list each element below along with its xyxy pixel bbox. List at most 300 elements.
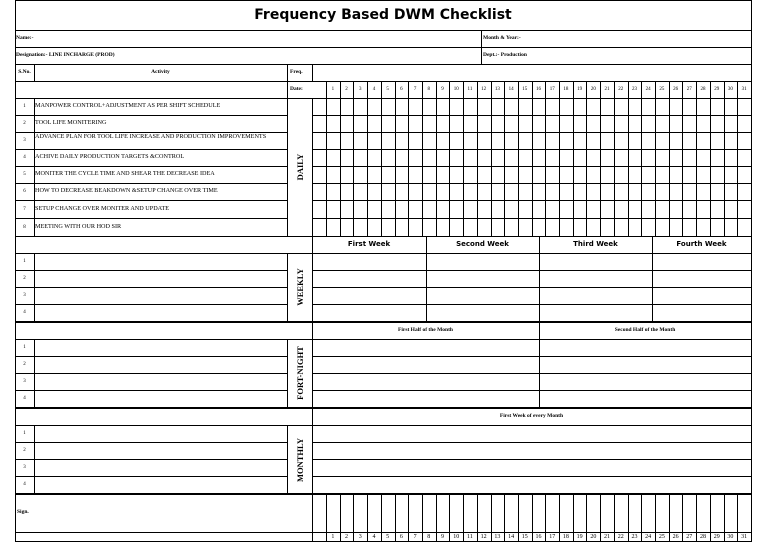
daily-day-cell[interactable] xyxy=(710,166,725,184)
daily-day-cell[interactable] xyxy=(463,200,478,219)
daily-day-cell[interactable] xyxy=(573,115,588,133)
daily-day-cell[interactable] xyxy=(504,149,519,167)
weekly-entry-cell[interactable] xyxy=(312,304,427,322)
daily-day-cell[interactable] xyxy=(628,149,643,167)
daily-day-cell[interactable] xyxy=(724,115,739,133)
daily-day-cell[interactable] xyxy=(340,166,355,184)
daily-day-cell[interactable] xyxy=(395,200,410,219)
daily-day-cell[interactable] xyxy=(381,132,396,150)
daily-day-cell[interactable] xyxy=(353,218,368,237)
daily-day-cell[interactable] xyxy=(532,98,547,116)
daily-day-cell[interactable] xyxy=(737,132,752,150)
daily-day-cell[interactable] xyxy=(628,132,643,150)
daily-day-cell[interactable] xyxy=(559,115,574,133)
daily-day-cell[interactable] xyxy=(532,166,547,184)
daily-blank-cell[interactable] xyxy=(312,132,327,150)
daily-day-cell[interactable] xyxy=(696,166,711,184)
daily-day-cell[interactable] xyxy=(340,149,355,167)
daily-blank-cell[interactable] xyxy=(312,183,327,201)
daily-blank-cell[interactable] xyxy=(312,98,327,116)
daily-day-cell[interactable] xyxy=(545,218,560,237)
weekly-entry-cell[interactable] xyxy=(652,304,752,322)
daily-blank-cell[interactable] xyxy=(312,200,327,219)
daily-day-cell[interactable] xyxy=(422,98,437,116)
daily-day-cell[interactable] xyxy=(724,149,739,167)
daily-day-cell[interactable] xyxy=(518,200,533,219)
daily-day-cell[interactable] xyxy=(600,200,615,219)
weekly-activity-cell[interactable] xyxy=(34,287,288,305)
daily-day-cell[interactable] xyxy=(477,98,492,116)
signature-day-cell[interactable] xyxy=(381,494,396,533)
daily-day-cell[interactable] xyxy=(655,166,670,184)
daily-day-cell[interactable] xyxy=(682,218,697,237)
daily-day-cell[interactable] xyxy=(545,149,560,167)
weekly-entry-cell[interactable] xyxy=(312,287,427,305)
daily-day-cell[interactable] xyxy=(353,149,368,167)
daily-day-cell[interactable] xyxy=(504,200,519,219)
daily-day-cell[interactable] xyxy=(628,200,643,219)
daily-day-cell[interactable] xyxy=(477,166,492,184)
signature-day-cell[interactable] xyxy=(586,494,601,533)
daily-day-cell[interactable] xyxy=(436,115,451,133)
daily-blank-cell[interactable] xyxy=(312,166,327,184)
daily-day-cell[interactable] xyxy=(449,218,464,237)
daily-day-cell[interactable] xyxy=(436,166,451,184)
daily-day-cell[interactable] xyxy=(422,183,437,201)
daily-day-cell[interactable] xyxy=(532,149,547,167)
daily-day-cell[interactable] xyxy=(682,98,697,116)
daily-day-cell[interactable] xyxy=(682,149,697,167)
daily-day-cell[interactable] xyxy=(641,183,656,201)
daily-day-cell[interactable] xyxy=(669,149,684,167)
daily-day-cell[interactable] xyxy=(326,98,341,116)
signature-day-cell[interactable] xyxy=(737,494,752,533)
daily-day-cell[interactable] xyxy=(669,218,684,237)
daily-day-cell[interactable] xyxy=(449,115,464,133)
daily-day-cell[interactable] xyxy=(518,115,533,133)
daily-day-cell[interactable] xyxy=(573,200,588,219)
fortnight-entry-cell[interactable] xyxy=(539,373,752,391)
daily-day-cell[interactable] xyxy=(477,200,492,219)
daily-day-cell[interactable] xyxy=(710,218,725,237)
daily-day-cell[interactable] xyxy=(491,98,506,116)
daily-day-cell[interactable] xyxy=(682,183,697,201)
daily-day-cell[interactable] xyxy=(614,166,629,184)
daily-day-cell[interactable] xyxy=(545,98,560,116)
signature-day-cell[interactable] xyxy=(532,494,547,533)
monthly-entry-cell[interactable] xyxy=(312,476,752,494)
weekly-entry-cell[interactable] xyxy=(426,270,540,288)
daily-day-cell[interactable] xyxy=(737,166,752,184)
daily-day-cell[interactable] xyxy=(696,200,711,219)
weekly-entry-cell[interactable] xyxy=(652,270,752,288)
daily-day-cell[interactable] xyxy=(491,115,506,133)
daily-day-cell[interactable] xyxy=(641,200,656,219)
daily-day-cell[interactable] xyxy=(395,166,410,184)
monthly-activity-cell[interactable] xyxy=(34,425,288,443)
daily-day-cell[interactable] xyxy=(628,98,643,116)
signature-day-cell[interactable] xyxy=(477,494,492,533)
daily-day-cell[interactable] xyxy=(395,149,410,167)
signature-day-cell[interactable] xyxy=(682,494,697,533)
weekly-entry-cell[interactable] xyxy=(426,253,540,271)
daily-day-cell[interactable] xyxy=(641,166,656,184)
daily-day-cell[interactable] xyxy=(381,98,396,116)
weekly-entry-cell[interactable] xyxy=(312,253,427,271)
daily-day-cell[interactable] xyxy=(737,98,752,116)
daily-day-cell[interactable] xyxy=(669,183,684,201)
daily-day-cell[interactable] xyxy=(367,200,382,219)
daily-day-cell[interactable] xyxy=(724,200,739,219)
daily-day-cell[interactable] xyxy=(326,166,341,184)
daily-day-cell[interactable] xyxy=(696,218,711,237)
daily-day-cell[interactable] xyxy=(737,183,752,201)
daily-day-cell[interactable] xyxy=(614,115,629,133)
daily-day-cell[interactable] xyxy=(682,166,697,184)
daily-day-cell[interactable] xyxy=(449,183,464,201)
daily-day-cell[interactable] xyxy=(367,115,382,133)
daily-day-cell[interactable] xyxy=(545,166,560,184)
daily-day-cell[interactable] xyxy=(710,200,725,219)
daily-day-cell[interactable] xyxy=(724,132,739,150)
daily-day-cell[interactable] xyxy=(724,183,739,201)
signature-day-cell[interactable] xyxy=(614,494,629,533)
monthly-entry-cell[interactable] xyxy=(312,425,752,443)
daily-day-cell[interactable] xyxy=(463,166,478,184)
daily-day-cell[interactable] xyxy=(710,98,725,116)
daily-day-cell[interactable] xyxy=(655,132,670,150)
daily-day-cell[interactable] xyxy=(326,200,341,219)
daily-day-cell[interactable] xyxy=(641,98,656,116)
daily-day-cell[interactable] xyxy=(600,166,615,184)
daily-day-cell[interactable] xyxy=(669,115,684,133)
daily-day-cell[interactable] xyxy=(367,183,382,201)
daily-day-cell[interactable] xyxy=(491,183,506,201)
daily-day-cell[interactable] xyxy=(463,149,478,167)
daily-day-cell[interactable] xyxy=(600,98,615,116)
daily-day-cell[interactable] xyxy=(395,218,410,237)
daily-day-cell[interactable] xyxy=(641,132,656,150)
daily-day-cell[interactable] xyxy=(724,166,739,184)
daily-day-cell[interactable] xyxy=(326,149,341,167)
daily-day-cell[interactable] xyxy=(504,115,519,133)
weekly-entry-cell[interactable] xyxy=(539,304,653,322)
daily-blank-cell[interactable] xyxy=(312,218,327,237)
signature-day-cell[interactable] xyxy=(504,494,519,533)
daily-day-cell[interactable] xyxy=(491,200,506,219)
monthly-entry-cell[interactable] xyxy=(312,442,752,460)
daily-day-cell[interactable] xyxy=(696,183,711,201)
signature-day-cell[interactable] xyxy=(559,494,574,533)
weekly-entry-cell[interactable] xyxy=(652,287,752,305)
daily-day-cell[interactable] xyxy=(614,200,629,219)
signature-day-cell[interactable] xyxy=(696,494,711,533)
daily-day-cell[interactable] xyxy=(518,149,533,167)
daily-day-cell[interactable] xyxy=(436,218,451,237)
daily-day-cell[interactable] xyxy=(545,183,560,201)
daily-day-cell[interactable] xyxy=(518,183,533,201)
daily-day-cell[interactable] xyxy=(422,166,437,184)
daily-day-cell[interactable] xyxy=(545,200,560,219)
daily-blank-cell[interactable] xyxy=(312,149,327,167)
daily-day-cell[interactable] xyxy=(504,166,519,184)
signature-day-cell[interactable] xyxy=(724,494,739,533)
daily-day-cell[interactable] xyxy=(353,200,368,219)
daily-day-cell[interactable] xyxy=(504,98,519,116)
daily-day-cell[interactable] xyxy=(600,218,615,237)
signature-day-cell[interactable] xyxy=(710,494,725,533)
daily-day-cell[interactable] xyxy=(614,183,629,201)
name-cell[interactable] xyxy=(15,30,482,48)
daily-day-cell[interactable] xyxy=(532,218,547,237)
monthly-activity-cell[interactable] xyxy=(34,459,288,477)
daily-day-cell[interactable] xyxy=(340,218,355,237)
signature-day-cell[interactable] xyxy=(326,494,341,533)
daily-day-cell[interactable] xyxy=(408,149,423,167)
daily-day-cell[interactable] xyxy=(381,166,396,184)
daily-day-cell[interactable] xyxy=(573,98,588,116)
daily-day-cell[interactable] xyxy=(408,132,423,150)
daily-day-cell[interactable] xyxy=(326,132,341,150)
daily-day-cell[interactable] xyxy=(559,98,574,116)
daily-day-cell[interactable] xyxy=(353,98,368,116)
daily-day-cell[interactable] xyxy=(463,98,478,116)
weekly-activity-cell[interactable] xyxy=(34,270,288,288)
daily-day-cell[interactable] xyxy=(655,200,670,219)
daily-day-cell[interactable] xyxy=(326,115,341,133)
daily-day-cell[interactable] xyxy=(628,115,643,133)
daily-day-cell[interactable] xyxy=(600,183,615,201)
daily-day-cell[interactable] xyxy=(436,132,451,150)
daily-day-cell[interactable] xyxy=(518,218,533,237)
daily-day-cell[interactable] xyxy=(586,200,601,219)
daily-day-cell[interactable] xyxy=(449,166,464,184)
month-year-cell[interactable] xyxy=(481,30,752,48)
signature-day-cell[interactable] xyxy=(408,494,423,533)
daily-day-cell[interactable] xyxy=(586,149,601,167)
daily-day-cell[interactable] xyxy=(353,183,368,201)
daily-day-cell[interactable] xyxy=(655,98,670,116)
daily-day-cell[interactable] xyxy=(586,166,601,184)
daily-day-cell[interactable] xyxy=(436,200,451,219)
daily-day-cell[interactable] xyxy=(326,183,341,201)
signature-day-cell[interactable] xyxy=(545,494,560,533)
daily-day-cell[interactable] xyxy=(449,149,464,167)
fortnight-entry-cell[interactable] xyxy=(312,339,540,357)
daily-day-cell[interactable] xyxy=(559,166,574,184)
daily-day-cell[interactable] xyxy=(381,149,396,167)
daily-day-cell[interactable] xyxy=(586,132,601,150)
fortnight-entry-cell[interactable] xyxy=(539,390,752,408)
monthly-entry-cell[interactable] xyxy=(312,459,752,477)
daily-day-cell[interactable] xyxy=(614,149,629,167)
daily-day-cell[interactable] xyxy=(367,218,382,237)
daily-day-cell[interactable] xyxy=(367,132,382,150)
daily-day-cell[interactable] xyxy=(614,218,629,237)
daily-day-cell[interactable] xyxy=(436,149,451,167)
daily-day-cell[interactable] xyxy=(559,149,574,167)
fortnight-activity-cell[interactable] xyxy=(34,339,288,357)
daily-day-cell[interactable] xyxy=(395,98,410,116)
daily-day-cell[interactable] xyxy=(491,132,506,150)
daily-day-cell[interactable] xyxy=(559,218,574,237)
fortnight-activity-cell[interactable] xyxy=(34,390,288,408)
daily-day-cell[interactable] xyxy=(340,183,355,201)
weekly-entry-cell[interactable] xyxy=(312,270,427,288)
fortnight-entry-cell[interactable] xyxy=(539,339,752,357)
daily-day-cell[interactable] xyxy=(395,132,410,150)
daily-day-cell[interactable] xyxy=(532,115,547,133)
daily-day-cell[interactable] xyxy=(449,200,464,219)
daily-day-cell[interactable] xyxy=(477,183,492,201)
signature-day-cell[interactable] xyxy=(449,494,464,533)
weekly-activity-cell[interactable] xyxy=(34,253,288,271)
daily-day-cell[interactable] xyxy=(545,132,560,150)
signature-day-cell[interactable] xyxy=(655,494,670,533)
daily-day-cell[interactable] xyxy=(408,183,423,201)
daily-day-cell[interactable] xyxy=(532,132,547,150)
daily-day-cell[interactable] xyxy=(463,115,478,133)
daily-day-cell[interactable] xyxy=(710,183,725,201)
daily-blank-cell[interactable] xyxy=(312,115,327,133)
weekly-entry-cell[interactable] xyxy=(539,287,653,305)
daily-day-cell[interactable] xyxy=(422,218,437,237)
signature-day-cell[interactable] xyxy=(340,494,355,533)
daily-day-cell[interactable] xyxy=(340,115,355,133)
daily-day-cell[interactable] xyxy=(737,200,752,219)
daily-day-cell[interactable] xyxy=(545,115,560,133)
daily-day-cell[interactable] xyxy=(600,132,615,150)
signature-day-cell[interactable] xyxy=(491,494,506,533)
daily-day-cell[interactable] xyxy=(559,132,574,150)
daily-day-cell[interactable] xyxy=(477,149,492,167)
daily-day-cell[interactable] xyxy=(367,98,382,116)
weekly-entry-cell[interactable] xyxy=(426,287,540,305)
daily-day-cell[interactable] xyxy=(340,132,355,150)
daily-day-cell[interactable] xyxy=(504,183,519,201)
daily-day-cell[interactable] xyxy=(381,183,396,201)
daily-day-cell[interactable] xyxy=(696,115,711,133)
signature-day-cell[interactable] xyxy=(573,494,588,533)
daily-day-cell[interactable] xyxy=(641,218,656,237)
signature-day-cell[interactable] xyxy=(463,494,478,533)
daily-day-cell[interactable] xyxy=(408,200,423,219)
daily-day-cell[interactable] xyxy=(408,115,423,133)
daily-day-cell[interactable] xyxy=(682,200,697,219)
fortnight-entry-cell[interactable] xyxy=(312,390,540,408)
daily-day-cell[interactable] xyxy=(586,218,601,237)
weekly-activity-cell[interactable] xyxy=(34,304,288,322)
daily-day-cell[interactable] xyxy=(395,183,410,201)
daily-day-cell[interactable] xyxy=(655,149,670,167)
daily-day-cell[interactable] xyxy=(477,132,492,150)
daily-day-cell[interactable] xyxy=(724,98,739,116)
daily-day-cell[interactable] xyxy=(669,132,684,150)
fortnight-entry-cell[interactable] xyxy=(539,356,752,374)
daily-day-cell[interactable] xyxy=(422,132,437,150)
daily-day-cell[interactable] xyxy=(573,132,588,150)
daily-day-cell[interactable] xyxy=(326,218,341,237)
daily-day-cell[interactable] xyxy=(381,115,396,133)
weekly-entry-cell[interactable] xyxy=(652,253,752,271)
monthly-activity-cell[interactable] xyxy=(34,476,288,494)
signature-day-cell[interactable] xyxy=(353,494,368,533)
daily-day-cell[interactable] xyxy=(628,166,643,184)
daily-day-cell[interactable] xyxy=(518,132,533,150)
weekly-entry-cell[interactable] xyxy=(539,270,653,288)
signature-day-cell[interactable] xyxy=(518,494,533,533)
daily-day-cell[interactable] xyxy=(669,98,684,116)
daily-day-cell[interactable] xyxy=(710,149,725,167)
daily-day-cell[interactable] xyxy=(724,218,739,237)
daily-day-cell[interactable] xyxy=(463,183,478,201)
daily-day-cell[interactable] xyxy=(340,98,355,116)
daily-day-cell[interactable] xyxy=(367,149,382,167)
daily-day-cell[interactable] xyxy=(655,218,670,237)
daily-day-cell[interactable] xyxy=(586,115,601,133)
daily-day-cell[interactable] xyxy=(737,218,752,237)
fortnight-entry-cell[interactable] xyxy=(312,356,540,374)
weekly-entry-cell[interactable] xyxy=(539,253,653,271)
daily-day-cell[interactable] xyxy=(449,98,464,116)
daily-day-cell[interactable] xyxy=(532,200,547,219)
signature-day-cell[interactable] xyxy=(600,494,615,533)
daily-day-cell[interactable] xyxy=(696,98,711,116)
signature-day-cell[interactable] xyxy=(628,494,643,533)
daily-day-cell[interactable] xyxy=(710,115,725,133)
fortnight-entry-cell[interactable] xyxy=(312,373,540,391)
daily-day-cell[interactable] xyxy=(504,218,519,237)
fortnight-activity-cell[interactable] xyxy=(34,373,288,391)
daily-day-cell[interactable] xyxy=(381,200,396,219)
daily-day-cell[interactable] xyxy=(518,98,533,116)
daily-day-cell[interactable] xyxy=(586,183,601,201)
daily-day-cell[interactable] xyxy=(641,149,656,167)
daily-day-cell[interactable] xyxy=(600,115,615,133)
daily-day-cell[interactable] xyxy=(559,200,574,219)
daily-day-cell[interactable] xyxy=(408,166,423,184)
daily-day-cell[interactable] xyxy=(491,218,506,237)
daily-day-cell[interactable] xyxy=(669,166,684,184)
daily-day-cell[interactable] xyxy=(353,115,368,133)
daily-day-cell[interactable] xyxy=(477,115,492,133)
daily-day-cell[interactable] xyxy=(655,115,670,133)
daily-day-cell[interactable] xyxy=(353,132,368,150)
daily-day-cell[interactable] xyxy=(491,149,506,167)
daily-day-cell[interactable] xyxy=(573,183,588,201)
daily-day-cell[interactable] xyxy=(532,183,547,201)
daily-day-cell[interactable] xyxy=(628,218,643,237)
daily-day-cell[interactable] xyxy=(573,218,588,237)
daily-day-cell[interactable] xyxy=(477,218,492,237)
signature-day-cell[interactable] xyxy=(367,494,382,533)
signature-blank-cell[interactable] xyxy=(312,494,327,533)
daily-day-cell[interactable] xyxy=(641,115,656,133)
daily-day-cell[interactable] xyxy=(422,149,437,167)
signature-day-cell[interactable] xyxy=(422,494,437,533)
daily-day-cell[interactable] xyxy=(696,132,711,150)
daily-day-cell[interactable] xyxy=(353,166,368,184)
daily-day-cell[interactable] xyxy=(449,132,464,150)
daily-day-cell[interactable] xyxy=(696,149,711,167)
daily-day-cell[interactable] xyxy=(395,115,410,133)
weekly-entry-cell[interactable] xyxy=(426,304,540,322)
daily-day-cell[interactable] xyxy=(628,183,643,201)
daily-day-cell[interactable] xyxy=(422,115,437,133)
daily-day-cell[interactable] xyxy=(518,166,533,184)
daily-day-cell[interactable] xyxy=(710,132,725,150)
daily-day-cell[interactable] xyxy=(737,149,752,167)
